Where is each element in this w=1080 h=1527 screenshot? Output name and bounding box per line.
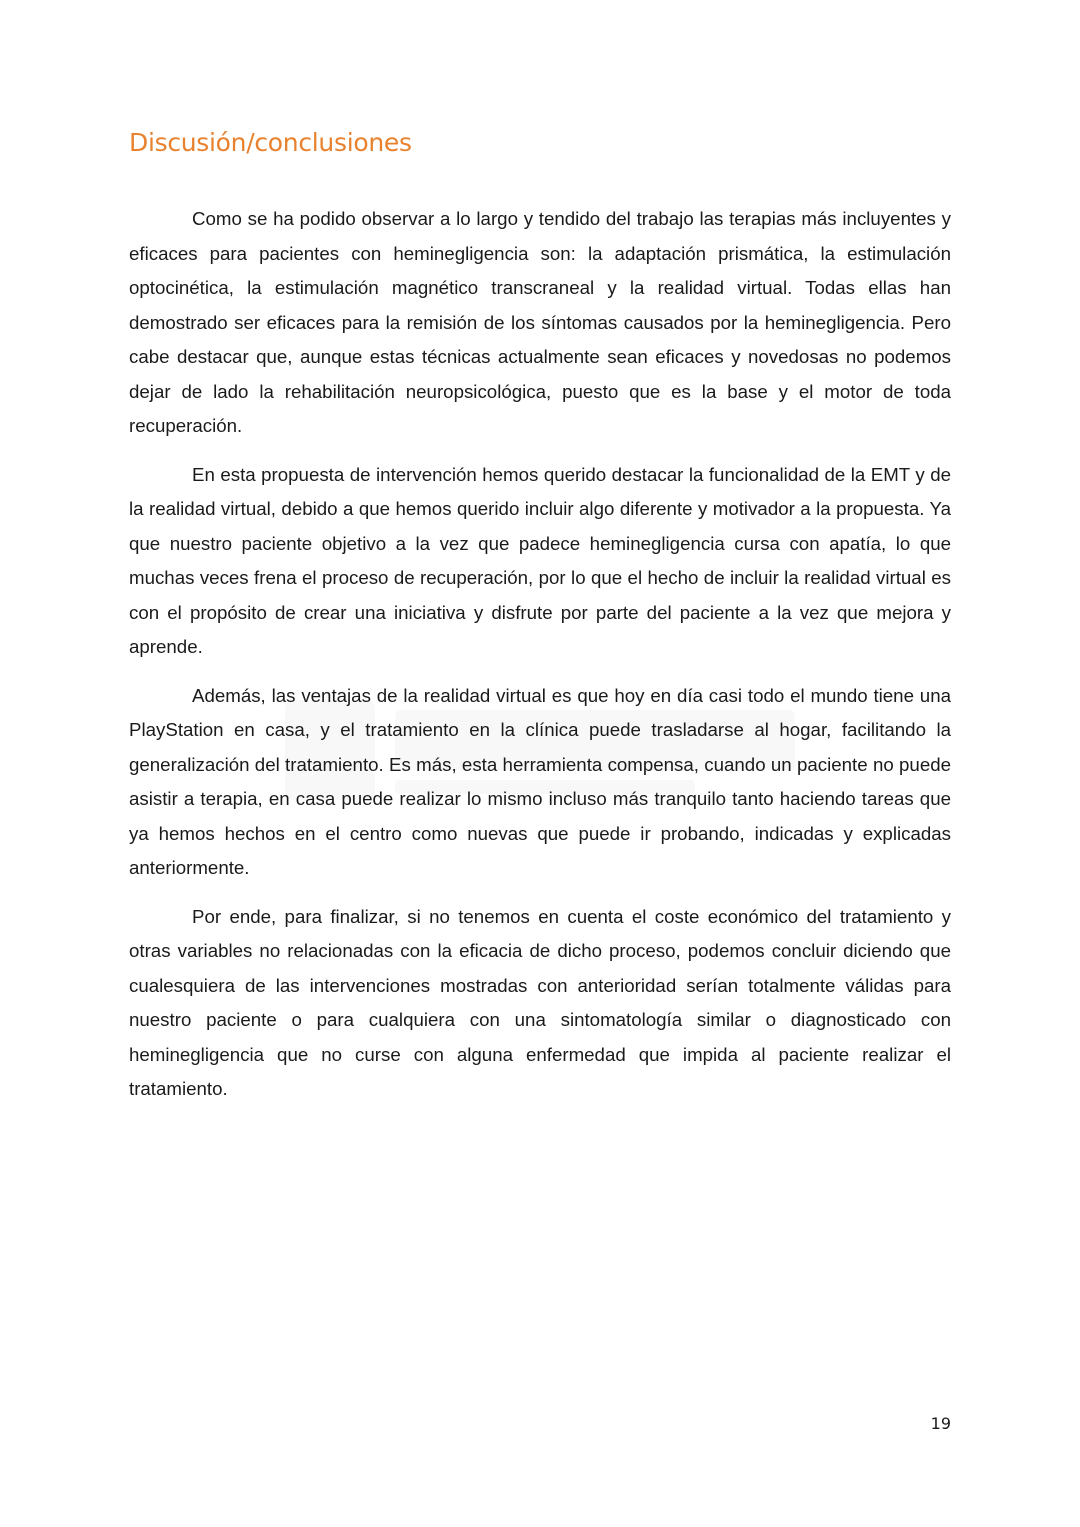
section-heading: Discusión/conclusiones [129,128,412,157]
paragraph-4: Por ende, para finalizar, si no tenemos en cuenta el coste económico del tratamiento y otras variables no relacionadas con la eficacia de dicho proceso, podemos concluir diciendo que cualesquiera de las intervenciones mostradas con anterioridad serían totalmente válidas para nuestro paciente o para cualquiera con una sintomatología similar o diagnosticado con heminegligencia que no curse con alguna enfermedad que impida al paciente realizar el tratamiento. [129,905,951,1099]
paragraph-2: En esta propuesta de intervención hemos querido destacar la funcionalidad de la EMT y de la realidad virtual, debido a que hemos querido incluir algo diferente y motivador a la propuesta. Ya que nuestro paciente objetivo a la vez que padece heminegligencia cursa con apatía, lo que muchas veces frena el proceso de recuperación, por lo que el hecho de incluir la realidad virtual es con el propósito de crear una iniciativa y disfrute por parte del paciente a la vez que mejora y aprende. [129,463,951,657]
page-number: 19 [930,1414,951,1433]
paragraph-1: Como se ha podido observar a lo largo y tendido del trabajo las terapias más incluyentes y eficaces para pacientes con heminegligencia son: la adaptación prismática, la estimulación optocinética, la estimulación magnético transcraneal y la realidad virtual. Todas ellas han demostrado ser eficaces para la remisión de los síntomas causados por la heminegligencia. Pero cabe destacar que, aunque estas técnicas actualmente sean eficaces y novedosas no podemos dejar de lado la rehabilitación neuropsicológica, puesto que es la base y el motor de toda recuperación. [129,208,951,436]
body-text [129,202,951,1121]
paragraph-3: Además, las ventajas de la realidad virtual es que hoy en día casi todo el mundo tiene una PlayStation en casa, y el tratamiento en la clínica puede trasladarse al hogar, facilitando la generalización del tratamiento. Es más, esta herramienta compensa, cuando un paciente no puede asistir a terapia, en casa puede realizar lo mismo incluso más tranquilo tanto haciendo tareas que ya hemos hechos en el centro como nuevas que puede ir probando, indicadas y explicadas anteriormente. [129,684,951,878]
